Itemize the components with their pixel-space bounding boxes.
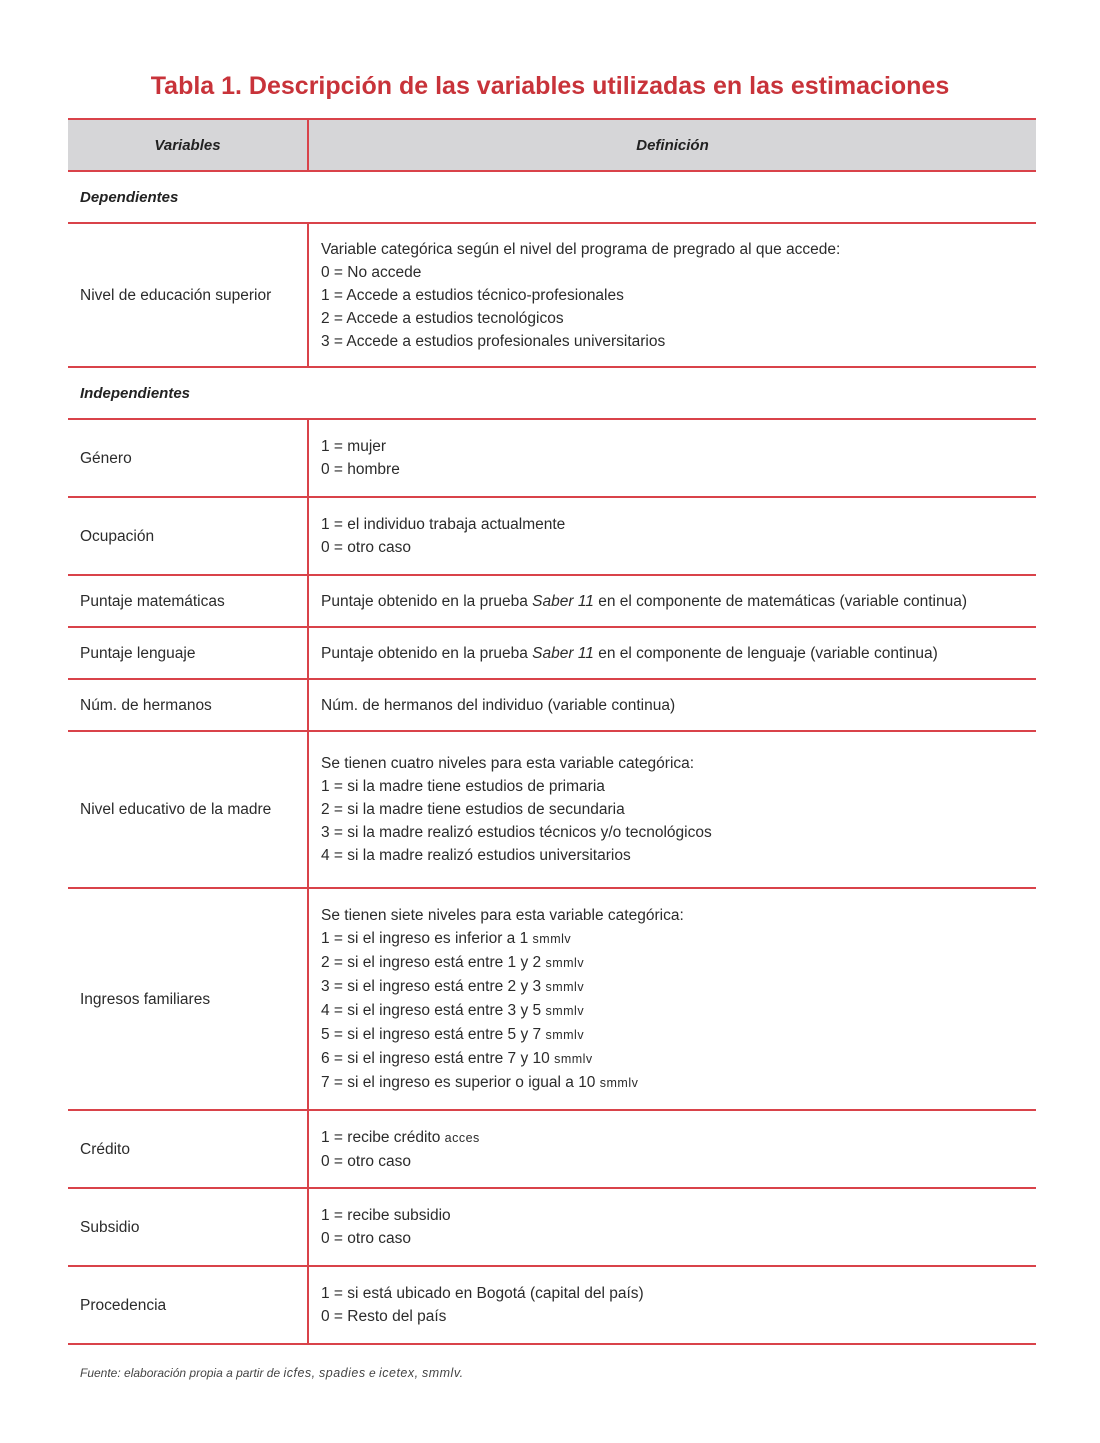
table-row [68,223,1036,367]
unit-abbr: smmlv [545,955,585,970]
definition-line: 1 = recibe subsidio [321,1207,451,1224]
table-row [68,679,1036,731]
definition-line: Se tienen siete niveles para esta variable categórica: [321,906,684,924]
unit-abbr: smmlv [599,1075,639,1090]
header-variables: Variables [68,119,308,171]
variable-name: Género [80,449,132,467]
definition-line: 1 = mujer [321,438,387,455]
table-row [68,497,1036,575]
table-title: Tabla 1. Descripción de las variables utilizadas en las estimaciones [150,72,950,100]
source-note: Fuente: elaboración propia a partir de icfes, spadies e icetex, smmlv. [80,1366,464,1380]
definition-line: 1 = si la madre tiene estudios de primaria [321,778,605,795]
variable-name: Puntaje matemáticas [80,592,225,610]
variable-name: Ingresos familiares [80,990,211,1008]
definition-line: 2 = si la madre tiene estudios de secundaria [321,801,625,818]
variable-definition [308,731,1036,888]
section-label: Dependientes [80,188,179,206]
definition-line: 3 = si el ingreso está entre 2 y 3 smmlv [321,977,585,995]
definition-line: 4 = si la madre realizó estudios universitarios [321,847,631,864]
variable-name: Subsidio [80,1218,140,1236]
unit-abbr: smmlv [532,931,572,946]
variable-name: Crédito [80,1140,130,1158]
definition-line: 0 = otro caso [321,1152,412,1170]
variable-definition [308,1110,1036,1188]
unit-abbr: smmlv [554,1051,593,1066]
variable-name: Puntaje lenguaje [80,644,196,662]
definition-text: Puntaje obtenido en la prueba [321,592,533,610]
table-row [68,575,1036,627]
definition-text: en el componente de lenguaje (variable continua) [593,644,938,662]
table-row [68,731,1036,888]
table-row [68,888,1036,1110]
section-row-dependientes [68,171,1036,223]
definition-line: 2 = si el ingreso está entre 1 y 2 smmlv [321,953,585,971]
definition-line: 0 = hombre [321,461,400,478]
definition-line: Variable categórica según el nivel del programa de pregrado al que accede: [321,240,841,258]
definition-line: 1 = el individuo trabaja actualmente [321,516,566,533]
variable-name: Núm. de hermanos [80,696,212,714]
test-name: Saber 11 [532,592,594,610]
variable-definition [308,1188,1036,1266]
header-row [68,119,1036,171]
definition-line: 5 = si el ingreso está entre 5 y 7 smmlv [321,1025,585,1043]
table-row [68,627,1036,679]
definition-line: 4 = si el ingreso está entre 3 y 5 smmlv [321,1001,585,1019]
definition-line: 0 = No accede [321,263,422,281]
variable-definition [308,497,1036,575]
definition-line: 1 = recibe crédito acces [321,1128,480,1146]
table-row [68,419,1036,497]
definition-line: 1 = si el ingreso es inferior a 1 smmlv [321,929,572,947]
unit-abbr: smmlv [545,1027,585,1042]
variable-definition [308,1266,1036,1344]
variable-definition [308,419,1036,497]
section-row-independientes [68,367,1036,419]
definition-line: 3 = Accede a estudios profesionales universitarios [321,332,666,350]
definition-line: 1 = Accede a estudios técnico-profesionales [321,286,624,304]
variable-definition: Núm. de hermanos del individuo (variable continua) [308,679,1036,731]
definition-line: 0 = otro caso [321,1230,412,1247]
definition-text: en el componente de matemáticas (variable continua) [593,592,967,610]
variable-definition [308,888,1036,1110]
definition-line: 0 = otro caso [321,539,412,556]
unit-abbr: smmlv [545,979,585,994]
variable-name: Procedencia [80,1296,167,1314]
variables-table [68,118,1036,1345]
variable-definition [308,575,1036,627]
variable-definition [308,223,1036,367]
variable-name: Nivel de educación superior [80,286,272,304]
section-label: Independientes [80,384,191,402]
definition-line: 7 = si el ingreso es superior o igual a 10 smmlv [321,1073,639,1091]
header-definicion: Definición [308,119,1036,171]
definition-line: Se tienen cuatro niveles para esta variable categórica: [321,755,695,772]
table-row [68,1110,1036,1188]
definition-text: Puntaje obtenido en la prueba [321,644,533,662]
table-row [68,1188,1036,1266]
definition-line: 2 = Accede a estudios tecnológicos [321,309,564,327]
variable-name: Nivel educativo de la madre [80,801,272,818]
definition-line: 1 = si está ubicado en Bogotá (capital del país) [321,1285,644,1302]
unit-abbr: smmlv [545,1003,585,1018]
test-name: Saber 11 [532,644,594,662]
definition-line: 6 = si el ingreso está entre 7 y 10 smmlv [321,1049,593,1067]
table-row [68,1266,1036,1344]
variable-definition [308,627,1036,679]
definition-line: 3 = si la madre realizó estudios técnicos y/o tecnológicos [321,824,712,841]
institution-abbr: acces [444,1130,480,1145]
definition-line: 0 = Resto del país [321,1308,447,1325]
variable-name: Ocupación [80,527,155,545]
